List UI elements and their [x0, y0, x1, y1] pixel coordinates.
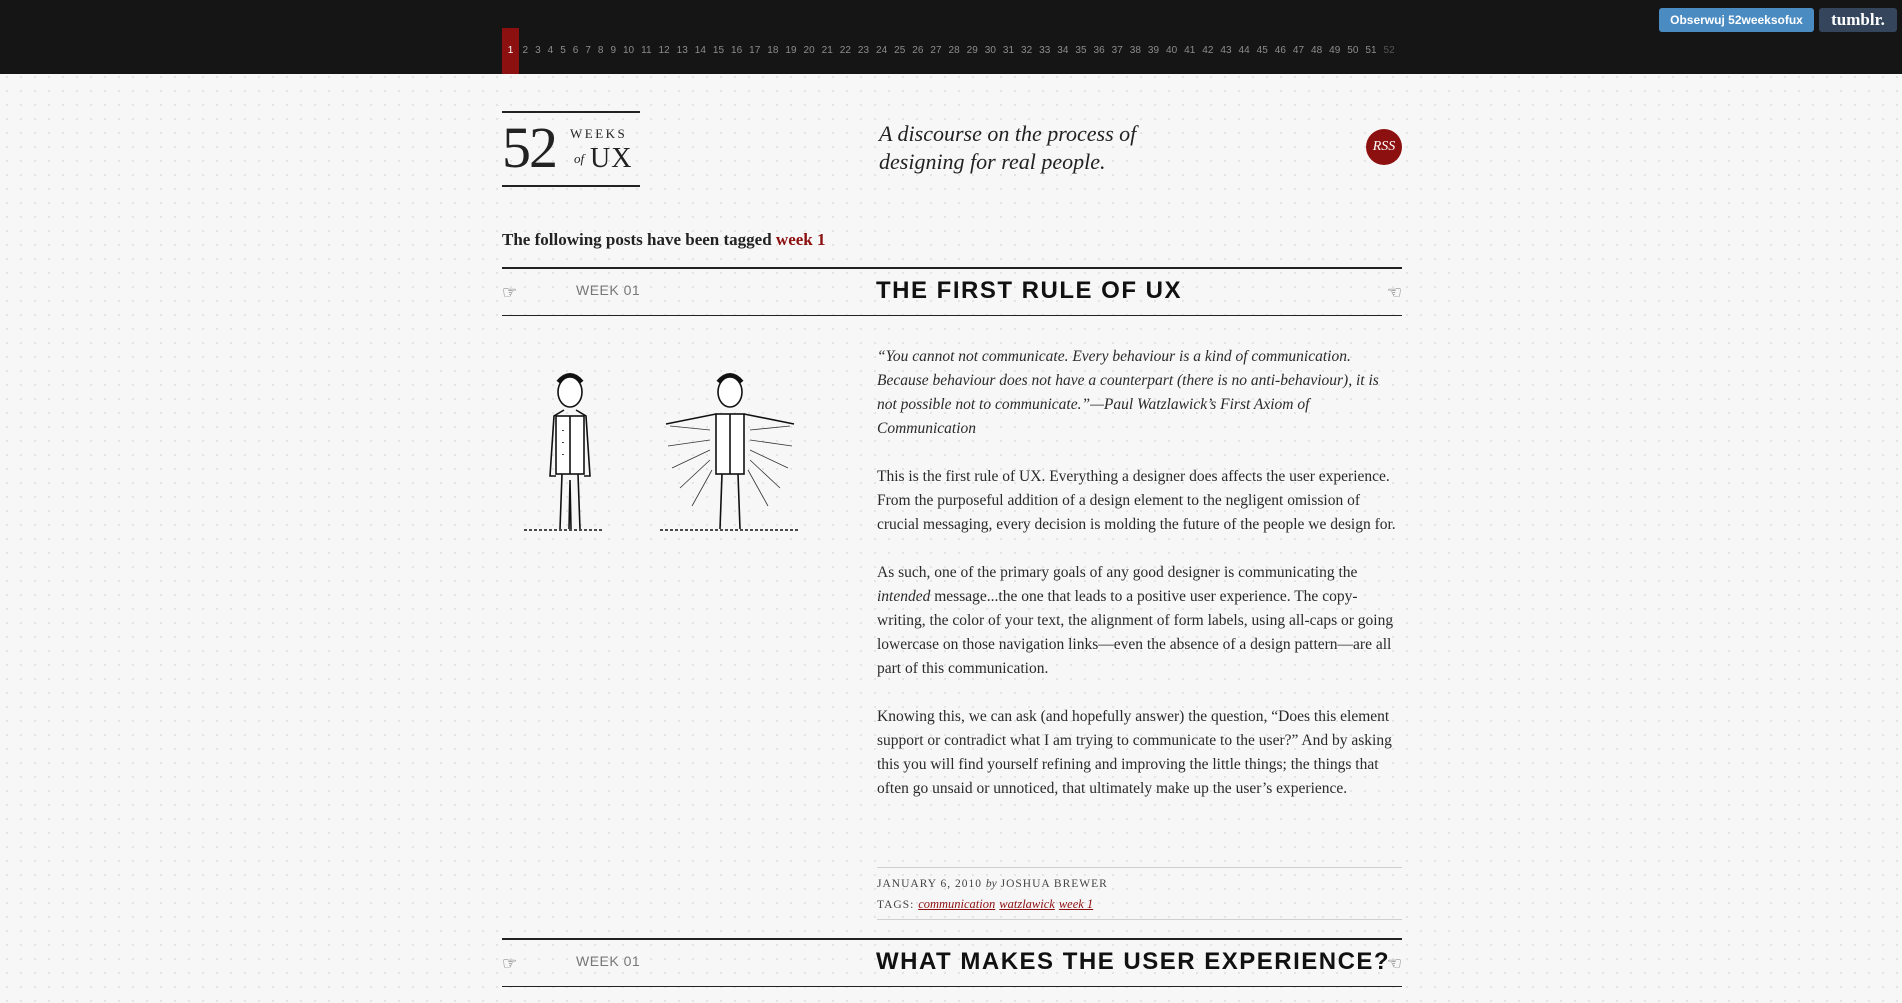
week-link-3[interactable]: 3	[535, 45, 541, 56]
week-link-42[interactable]: 42	[1202, 45, 1214, 56]
post-date[interactable]: JANUARY 6, 2010	[877, 878, 982, 890]
rss-icon[interactable]: RSS	[1366, 129, 1402, 165]
week-link-23[interactable]: 23	[857, 45, 870, 56]
site-logo[interactable]	[502, 111, 640, 187]
tag-link[interactable]: week 1	[1058, 897, 1094, 911]
tag-link[interactable]: communication	[918, 897, 996, 911]
post-title[interactable]: WHAT MAKES THE USER EXPERIENCE?	[876, 948, 1391, 975]
week-link-18[interactable]: 18	[767, 45, 779, 56]
week-link-39[interactable]: 39	[1147, 45, 1160, 56]
week-link-20[interactable]: 20	[803, 45, 815, 56]
post-paragraph: Knowing this, we can ask (and hopefully answer) the question, “Does this element support or contradict what I am trying to communicate to the user?” And by asking this you will find yourself refining and improving the little things; the things that often go unsaid or unnoticed, that ultimately make up the user’s experience.	[877, 708, 1392, 797]
week-link-29[interactable]: 29	[966, 45, 978, 56]
week-link-25[interactable]: 25	[894, 45, 906, 56]
week-link-38[interactable]: 38	[1129, 45, 1141, 56]
week-link-8[interactable]: 8	[597, 45, 604, 56]
post-body	[877, 345, 1402, 825]
post-header	[502, 938, 1402, 987]
week-link-9[interactable]: 9	[610, 45, 616, 56]
paragraph-text: message...the one that leads to a positive user experience. The copy-writing, the color of your text, the alignment of form labels, using all-caps or going lowercase on those navigation links—even the absence of a design pattern—are all part of this communication.	[877, 588, 1394, 677]
week-link-41[interactable]: 41	[1184, 45, 1196, 56]
post-author: JOSHUA BREWER	[1000, 878, 1108, 890]
two-men-illustration	[510, 360, 830, 540]
logo-ux-text: UX	[590, 143, 633, 174]
follow-button[interactable]: Obserwuj 52weeksofux	[1659, 8, 1814, 32]
top-bar	[0, 0, 1902, 74]
week-link-46[interactable]: 46	[1274, 45, 1286, 56]
paragraph-text: As such, one of the primary goals of any good designer is communicating the	[877, 564, 1358, 581]
week-link-1[interactable]: 1	[502, 28, 519, 74]
week-link-33[interactable]: 33	[1039, 45, 1051, 56]
week-link-7[interactable]: 7	[585, 45, 591, 56]
week-link-31[interactable]: 31	[1002, 45, 1015, 56]
post-paragraph: This is the first rule of UX. Everything a designer does affects the user experience. From the purposeful addition of a design element to the negligent omission of crucial messaging, every decision is molding the future of the people we design for.	[877, 468, 1396, 533]
post-week-label[interactable]: WEEK 01	[576, 282, 641, 298]
week-link-48[interactable]: 48	[1311, 45, 1323, 56]
week-link-13[interactable]: 13	[676, 45, 688, 56]
week-link-32[interactable]: 32	[1021, 45, 1033, 56]
post-title[interactable]: THE FIRST RULE OF UX	[876, 277, 1182, 304]
hand-pointing-left-icon: ☜	[1386, 954, 1402, 973]
week-link-5[interactable]: 5	[560, 45, 566, 56]
week-link-12[interactable]: 12	[658, 45, 670, 56]
logo-weeks-text: WEEKS	[570, 126, 628, 141]
week-link-4[interactable]: 4	[547, 45, 554, 56]
site-tagline: A discourse on the process of designing for real people.	[879, 121, 1137, 174]
hand-pointing-left-icon: ☜	[1386, 283, 1402, 302]
by-text: by	[985, 878, 997, 890]
post-paragraph	[877, 561, 1402, 681]
post-quote: “You cannot not communicate. Every behaviour is a kind of communication. Because behaviour does not have a counterpart (there is no anti-behaviour), it is not possible not to communicate.”—Paul Watzlawick’s First Axiom of Communication	[877, 348, 1379, 437]
week-link-16[interactable]: 16	[731, 45, 743, 56]
week-link-19[interactable]: 19	[785, 45, 797, 56]
tag-heading-prefix: The following posts have been tagged	[502, 230, 772, 249]
week-link-47[interactable]: 47	[1292, 45, 1305, 56]
week-link-28[interactable]: 28	[948, 45, 960, 56]
week-link-45[interactable]: 45	[1256, 45, 1268, 56]
tag-link[interactable]: watzlawick	[999, 897, 1055, 911]
hand-pointing-right-icon: ☞	[502, 954, 518, 973]
week-link-36[interactable]: 36	[1093, 45, 1105, 56]
week-link-49[interactable]: 49	[1329, 45, 1341, 56]
week-link-44[interactable]: 44	[1238, 45, 1250, 56]
emphasis-text: intended	[877, 588, 931, 605]
week-link-30[interactable]: 30	[984, 45, 996, 56]
week-link-43[interactable]: 43	[1220, 45, 1232, 56]
week-link-51[interactable]: 51	[1365, 45, 1377, 56]
post-byline	[877, 874, 1402, 894]
post-week-label[interactable]: WEEK 01	[576, 953, 641, 969]
tag-name-link[interactable]: week 1	[775, 230, 826, 249]
post-header	[502, 267, 1402, 316]
week-link-50[interactable]: 50	[1347, 45, 1359, 56]
week-link-26[interactable]: 26	[912, 45, 924, 56]
week-link-6[interactable]: 6	[572, 45, 579, 56]
week-link-11[interactable]: 11	[641, 45, 652, 56]
week-link-10[interactable]: 10	[623, 45, 635, 56]
logo-number: 52	[502, 115, 556, 180]
week-link-17[interactable]: 17	[749, 45, 761, 56]
post-illustration	[510, 360, 830, 540]
tags-label: TAGS:	[877, 899, 915, 911]
week-link-21[interactable]: 21	[821, 45, 833, 56]
week-link-14[interactable]: 14	[694, 45, 706, 56]
week-link-22[interactable]: 22	[839, 45, 851, 56]
post-tags	[877, 894, 1402, 915]
tumblr-logo-button[interactable]: tumblr.	[1819, 8, 1897, 32]
logo-of-text: of	[574, 151, 585, 166]
week-link-34[interactable]: 34	[1057, 45, 1069, 56]
week-link-35[interactable]: 35	[1075, 45, 1087, 56]
post-meta	[877, 867, 1402, 920]
week-link-52[interactable]: 52	[1383, 45, 1395, 56]
week-link-2[interactable]: 2	[522, 45, 529, 56]
tag-heading	[502, 230, 826, 250]
hand-pointing-right-icon: ☞	[502, 283, 518, 302]
week-link-24[interactable]: 24	[876, 45, 888, 56]
week-link-27[interactable]: 27	[930, 45, 942, 56]
week-link-15[interactable]: 15	[712, 45, 725, 56]
week-navigation	[502, 28, 1398, 74]
week-link-40[interactable]: 40	[1166, 45, 1178, 56]
week-link-37[interactable]: 37	[1111, 45, 1123, 56]
